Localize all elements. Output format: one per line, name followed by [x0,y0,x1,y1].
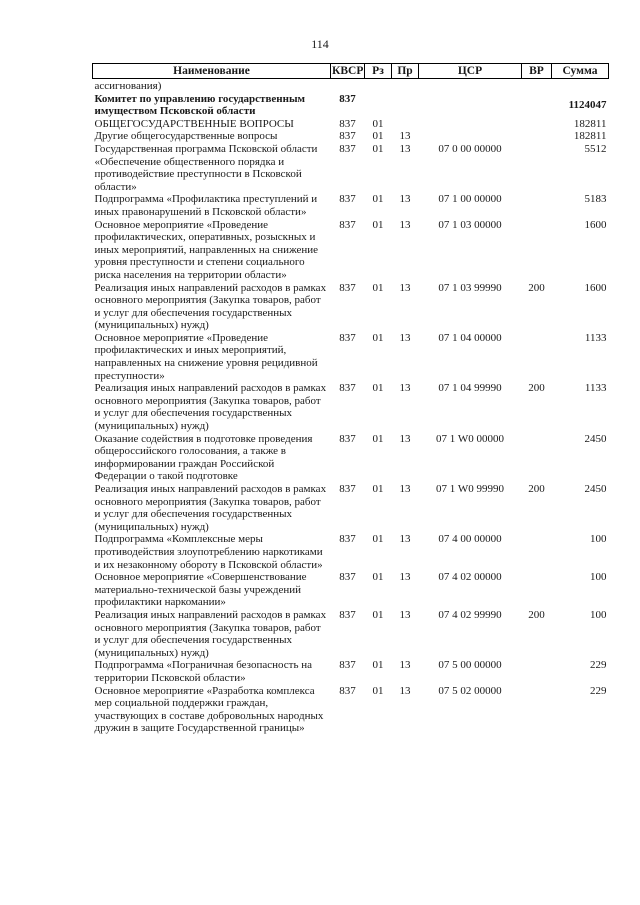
table-header-row [93,64,609,79]
cell-name: Государственная программа Псковской области «Обеспечение общественного порядка и противодействие преступности в Псковской области» [94,142,318,193]
cell-vr [522,130,552,143]
cell-vr [522,118,552,131]
cell-csr: 07 4 02 99990 [438,608,502,621]
cell-vr [522,659,552,684]
cell-csr: 07 1 04 00000 [438,331,502,344]
cell-pr: 13 [399,193,411,206]
cell-name: Оказание содействия в подготовке проведения общероссийского голосования, а также в информировании граждан Российской Федерации о такой подготовке [94,432,313,483]
table-row [93,659,609,684]
cell-vr: 200 [528,608,545,621]
cell-kvsr: 837 [339,684,356,697]
cell-rz: 01 [372,432,384,445]
cell-kvsr: 837 [339,382,356,395]
cell-rz: 01 [372,533,384,546]
cell-rz: 01 [372,193,384,206]
cell-rz: 01 [372,684,384,697]
cell-sum: 1124047 [568,98,607,111]
table-row [93,382,609,432]
cell-kvsr: 837 [339,117,356,130]
cell-name: Реализация иных направлений расходов в рамках основного мероприятия (Закупка товаров, работ и услуг для обеспечения государственных (муниципальных) нужд) [94,382,327,433]
cell-pr: 13 [399,142,411,155]
cell-sum: 182811 [573,130,607,143]
cell-kvsr: 837 [339,608,356,621]
cell-csr: 07 4 00 00000 [438,533,502,546]
cell-name: Подпрограмма «Пограничная безопасность на территории Псковской области» [94,659,312,684]
cell-sum: 1133 [584,331,607,344]
cell-sum: 5183 [584,193,607,206]
cell-kvsr: 837 [339,130,356,143]
cell-name: Основное мероприятие «Проведение профилактических, оперативных, розыскных и иных мероприятий, направленных на снижение уровня преступности и степени социального риска населения на территории области» [94,218,319,281]
header-vr: ВР [522,64,552,79]
cell-rz: 01 [372,659,384,672]
cell-rz: 01 [372,382,384,395]
cell-pr: 13 [399,331,411,344]
cell-vr [522,79,552,93]
cell-kvsr: 837 [339,432,356,445]
table-row [93,533,609,571]
cell-vr: 200 [528,483,545,495]
cell-rz: 01 [372,281,384,294]
header-name: Наименование [93,64,331,79]
cell-kvsr: 837 [339,193,356,206]
cell-rz: 01 [372,608,384,621]
cell-sum: 229 [590,659,607,672]
table-row [93,193,609,218]
cell-rz: 01 [372,483,384,495]
cell-pr [392,93,419,118]
cell-rz: 01 [372,130,384,143]
cell-csr: 07 5 02 00000 [438,684,502,697]
cell-sum: 2450 [584,483,607,495]
cell-csr: 07 0 00 00000 [438,142,502,155]
cell-sum: 1600 [584,281,607,294]
table-row [93,282,609,332]
cell-sum: 5512 [584,142,607,155]
cell-name: Основное мероприятие «Совершенствование материально-технической базы учреждений профилактики наркомании» [94,571,307,609]
header-csr: ЦСР [419,64,522,79]
table-row [93,130,609,143]
cell-pr [392,79,419,93]
cell-rz: 01 [372,331,384,344]
table-row [93,93,609,118]
cell-name: Другие общегосударственные вопросы [94,130,278,143]
header-kvsr: КВСР [332,64,364,77]
cell-csr: 07 1 W0 00000 [436,432,504,445]
cell-vr [522,533,552,571]
cell-rz: 01 [372,142,384,155]
cell-sum: 1133 [584,382,607,395]
table-row [93,143,609,193]
cell-kvsr: 837 [339,331,356,344]
cell-rz: 01 [372,117,384,130]
cell-csr: 07 1 00 00000 [438,193,502,206]
cell-name: ассигнования) [94,80,162,92]
cell-sum: 100 [590,608,607,621]
cell-vr [522,433,552,483]
page-number: 114 [311,37,329,51]
cell-vr: 200 [528,281,545,294]
cell-sum: 2450 [584,432,607,445]
cell-pr: 13 [399,684,411,697]
cell-csr: 07 1 W0 99990 [436,483,504,495]
cell-kvsr: 837 [339,218,356,231]
table-row [93,685,609,735]
cell-pr: 13 [399,483,411,495]
cell-vr [522,332,552,382]
cell-name: Подпрограмма «Профилактика преступлений и иных правонарушений в Псковской области» [94,193,318,218]
cell-vr [522,193,552,218]
cell-csr: 07 4 02 00000 [438,571,502,584]
cell-csr: 07 5 00 00000 [438,659,502,672]
cell-kvsr: 837 [339,92,356,105]
cell-kvsr: 837 [339,483,356,495]
cell-vr [522,143,552,193]
cell-vr [522,571,552,609]
table-row [93,483,609,533]
table-row [93,219,609,282]
cell-csr [419,130,522,143]
cell-pr [392,118,419,131]
cell-kvsr: 837 [339,281,356,294]
cell-sum: 1600 [584,218,607,231]
cell-name: Реализация иных направлений расходов в рамках основного мероприятия (Закупка товаров, работ и услуг для обеспечения государственных (муниципальных) нужд) [94,281,327,332]
cell-csr [419,118,522,131]
cell-pr: 13 [399,218,411,231]
cell-kvsr: 837 [339,571,356,584]
cell-sum: 100 [590,571,607,584]
cell-rz: 01 [372,218,384,231]
cell-pr: 13 [399,281,411,294]
cell-name: Основное мероприятие «Проведение профилактических и иных мероприятий, направленных на снижение уровня рецидивной преступности» [94,331,318,382]
table-row [93,571,609,609]
cell-name: Подпрограмма «Комплексные меры противодействия злоупотреблению наркотиками и их незаконному обороту в Псковской области» [94,533,323,571]
cell-name: Основное мероприятие «Разработка комплекса мер социальной поддержки граждан, участвующих в составе добровольных народных дружин в защите Государственной границы» [94,684,324,735]
table-row [93,609,609,659]
header-pr: Пр [392,64,419,79]
cell-sum: 182811 [573,117,607,130]
table-body [93,79,609,735]
cell-vr [522,685,552,735]
cell-kvsr: 837 [339,142,356,155]
cell-pr: 13 [399,533,411,546]
header-rz: Рз [365,64,392,79]
cell-vr: 200 [528,382,545,395]
cell-vr [522,93,552,118]
cell-name: Реализация иных направлений расходов в рамках основного мероприятия (Закупка товаров, работ и услуг для обеспечения государственных (муниципальных) нужд) [94,608,327,659]
cell-csr [419,79,522,93]
cell-sum: 100 [590,533,607,546]
cell-name: Комитет по управлению государственным имуществом Псковской области [94,92,306,118]
cell-sum [552,79,609,93]
header-sum: Сумма [552,64,609,79]
budget-table [92,63,609,735]
cell-pr: 13 [399,432,411,445]
cell-pr: 13 [399,608,411,621]
cell-pr: 13 [399,382,411,395]
cell-name: Реализация иных направлений расходов в рамках основного мероприятия (Закупка товаров, работ и услуг для обеспечения государственных (муниципальных) нужд) [94,483,327,533]
cell-kvsr: 837 [339,533,356,546]
cell-pr: 13 [399,571,411,584]
cell-kvsr: 837 [339,659,356,672]
table-row [93,118,609,131]
table-row [93,79,609,93]
table-row [93,433,609,483]
cell-name: ОБЩЕГОСУДАРСТВЕННЫЕ ВОПРОСЫ [94,117,294,130]
cell-csr: 07 1 03 00000 [438,218,502,231]
cell-pr: 13 [399,130,411,143]
cell-csr: 07 1 04 99990 [438,382,502,395]
cell-vr [522,219,552,282]
cell-pr: 13 [399,659,411,672]
cell-kvsr [331,79,365,93]
cell-csr: 07 1 03 99990 [438,281,502,294]
cell-rz [365,93,392,118]
cell-rz: 01 [372,571,384,584]
cell-csr [419,93,522,118]
cell-sum: 229 [590,684,607,697]
cell-rz [365,79,392,93]
table-row [93,332,609,382]
